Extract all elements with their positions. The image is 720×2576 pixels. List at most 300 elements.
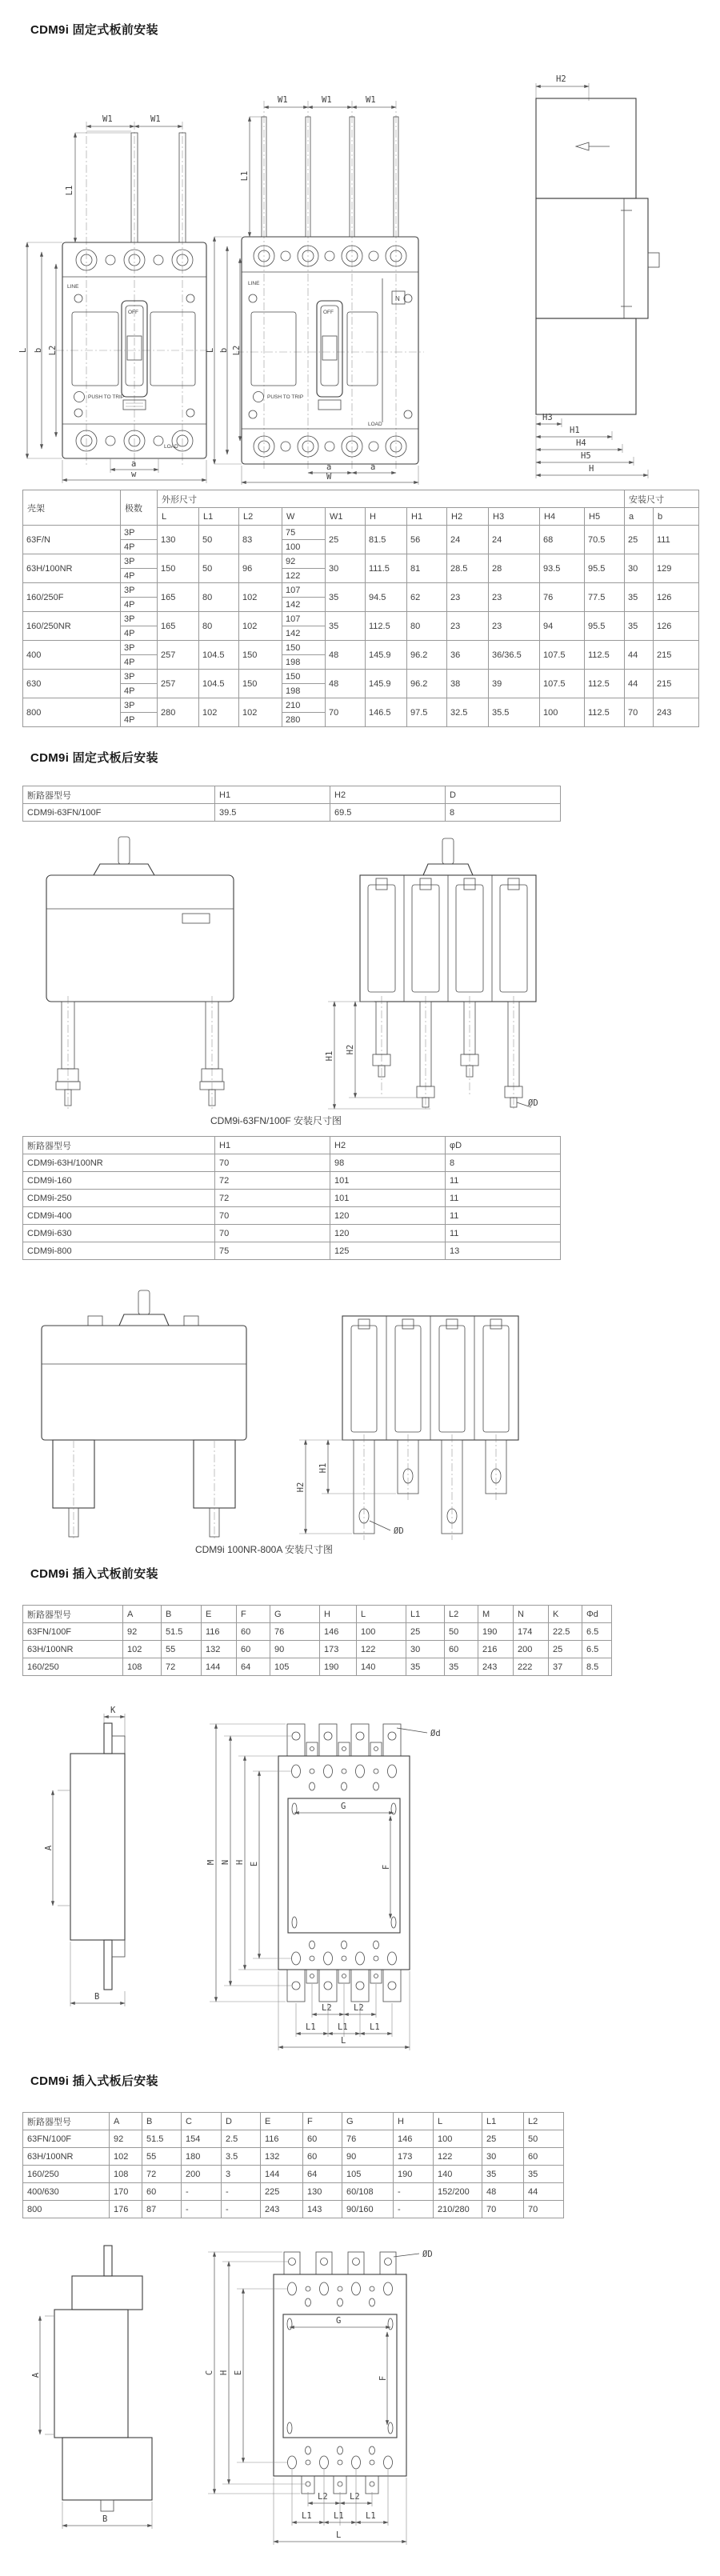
cell: 80 — [407, 612, 447, 641]
dim-label-h4: H4 — [576, 438, 586, 448]
col-header: H2 — [330, 786, 446, 804]
frame-header: 壳架 — [23, 490, 121, 526]
cell: CDM9i-630 — [23, 1225, 215, 1242]
dim-label-b: b — [219, 347, 229, 354]
cell: 48 — [326, 670, 366, 698]
cell: 122 — [434, 2148, 482, 2166]
poles-cell: 4P — [121, 713, 158, 727]
cell: 75 — [215, 1242, 330, 1260]
col-header: H — [320, 1606, 357, 1623]
cell: 39.5 — [215, 804, 330, 822]
cell: 143 — [303, 2201, 342, 2218]
cell: 107.5 — [540, 641, 585, 670]
cell: 180 — [182, 2148, 222, 2166]
cell: 48 — [482, 2183, 524, 2201]
fixed-front-mount-diagram — [16, 54, 692, 485]
cell: 50 — [524, 2130, 564, 2148]
cell: 173 — [320, 1641, 357, 1658]
cell: 60 — [303, 2130, 342, 2148]
cell: 77.5 — [585, 583, 625, 612]
dim-label-w1: W1 — [150, 114, 161, 124]
w-cell: 210 — [282, 698, 326, 713]
dim-label-l1: L1 — [370, 2022, 380, 2032]
dim-label-w-lower: w — [131, 470, 137, 479]
mount-dim-header: a — [625, 508, 654, 526]
poles-cell: 3P — [121, 583, 158, 598]
cell: 132 — [202, 1641, 237, 1658]
cell: 25 — [482, 2130, 524, 2148]
cell: 55 — [142, 2148, 182, 2166]
cell: 174 — [514, 1623, 549, 1641]
fixed-rear-mount-diagram-small — [24, 832, 568, 1110]
diagram-caption-small: CDM9i-63FN/100F 安装尺寸图 — [210, 1115, 342, 1126]
cell: 144 — [202, 1658, 237, 1676]
cell: 6.5 — [582, 1641, 612, 1658]
cell: 63FN/100F — [23, 2130, 110, 2148]
col-header: H1 — [215, 1137, 330, 1154]
dim-label-c: C — [205, 2370, 214, 2376]
side-view — [536, 74, 659, 478]
outline-dims-table-wrap — [22, 490, 699, 727]
mount-dim-header: b — [654, 508, 699, 526]
cell: 102 — [110, 2148, 142, 2166]
cell: 63H/100NR — [23, 2148, 110, 2166]
col-header: M — [478, 1606, 514, 1623]
frame-cell: 160/250F — [23, 583, 121, 612]
cell: 257 — [158, 641, 199, 670]
dim-label-l1: L1 — [240, 170, 250, 182]
poles-cell: 3P — [121, 698, 158, 713]
cell: 32.5 — [447, 698, 489, 727]
cell: 92 — [123, 1623, 162, 1641]
poles-cell: 4P — [121, 684, 158, 698]
poles-cell: 4P — [121, 569, 158, 583]
col-header: L2 — [445, 1606, 478, 1623]
cell: 23 — [447, 583, 489, 612]
dim-label-w1: W1 — [278, 95, 288, 105]
cell: 60 — [524, 2148, 564, 2166]
cell: 13 — [446, 1242, 561, 1260]
cell: CDM9i-400 — [23, 1207, 215, 1225]
cell: 50 — [199, 554, 239, 583]
cell: 146 — [320, 1623, 357, 1641]
t5-table — [22, 2112, 564, 2218]
col-header: A — [123, 1606, 162, 1623]
col-header: A — [110, 2113, 142, 2130]
header-row — [23, 1606, 612, 1623]
off-label: OFF — [323, 310, 334, 315]
dim-header: H1 — [407, 508, 447, 526]
dim-label-l1: L1 — [366, 2511, 376, 2521]
cell: 3.5 — [222, 2148, 261, 2166]
cell: 70 — [326, 698, 366, 727]
table-row — [23, 670, 699, 684]
w-cell: 150 — [282, 670, 326, 684]
cell: 126 — [654, 583, 699, 612]
w-cell: 198 — [282, 684, 326, 698]
cell: 60 — [142, 2183, 182, 2201]
cell: 35 — [326, 583, 366, 612]
table-row — [23, 526, 699, 540]
cell: 112.5 — [585, 641, 625, 670]
cell: 35 — [625, 583, 654, 612]
cell: 90 — [342, 2148, 394, 2166]
poles-cell: 3P — [121, 612, 158, 626]
table-row — [23, 641, 699, 655]
col-header: D — [446, 786, 561, 804]
cell: 176 — [110, 2201, 142, 2218]
fixed-rear-mount-diagram-large — [24, 1276, 584, 1540]
header-row — [23, 786, 561, 804]
cell: 400/630 — [23, 2183, 110, 2201]
section2-title: CDM9i 固定式板后安装 — [30, 751, 158, 765]
cell: 102 — [239, 612, 282, 641]
cell: 800 — [23, 2201, 110, 2218]
cell: 216 — [478, 1641, 514, 1658]
col-header: H2 — [330, 1137, 446, 1154]
dim-header: H2 — [447, 508, 489, 526]
poles-cell: 3P — [121, 554, 158, 569]
cell: 8.5 — [582, 1658, 612, 1676]
dim-label-b: B — [102, 2514, 108, 2524]
col-header: 断路器型号 — [23, 1606, 123, 1623]
cell: 150 — [239, 670, 282, 698]
cell: - — [182, 2183, 222, 2201]
dim-label-w1: W1 — [102, 114, 113, 124]
dim-label-l1: L1 — [306, 2022, 316, 2032]
w-cell: 142 — [282, 598, 326, 612]
cell: 116 — [202, 1623, 237, 1641]
cell: CDM9i-63H/100NR — [23, 1154, 215, 1172]
front-view-3p — [18, 114, 213, 483]
cell: 107.5 — [540, 670, 585, 698]
cell: 28.5 — [447, 554, 489, 583]
col-header: B — [142, 2113, 182, 2130]
cell: 96 — [239, 554, 282, 583]
cell: 35 — [482, 2166, 524, 2183]
cell: - — [182, 2201, 222, 2218]
cell: 129 — [654, 554, 699, 583]
cell: - — [222, 2183, 261, 2201]
table-row — [23, 583, 699, 598]
table-row — [23, 1225, 561, 1242]
cell: 96.2 — [407, 670, 447, 698]
cell: 72 — [215, 1190, 330, 1207]
frame-cell: 630 — [23, 670, 121, 698]
cell: 102 — [239, 583, 282, 612]
cell: 38 — [447, 670, 489, 698]
table-row — [23, 1207, 561, 1225]
cell: 130 — [303, 2183, 342, 2201]
table-row — [23, 1641, 612, 1658]
dim-label-w1: W1 — [322, 95, 332, 105]
dim-label-l2: L2 — [48, 345, 58, 356]
cell: 44 — [625, 670, 654, 698]
cell: 76 — [342, 2130, 394, 2148]
cell: 30 — [625, 554, 654, 583]
dim-label-phid: ØD — [394, 1526, 404, 1536]
cell: 122 — [357, 1641, 406, 1658]
frame-cell: 800 — [23, 698, 121, 727]
cell: 50 — [199, 526, 239, 554]
cell: 125 — [330, 1242, 446, 1260]
cell: 60 — [237, 1623, 270, 1641]
diagram-caption-large: CDM9i 100NR-800A 安装尺寸图 — [194, 1544, 334, 1555]
cell: 90 — [270, 1641, 320, 1658]
col-header: N — [514, 1606, 549, 1623]
cell: 154 — [182, 2130, 222, 2148]
section1-title: CDM9i 固定式板前安装 — [30, 23, 158, 37]
cell: 23 — [489, 612, 540, 641]
table-row — [23, 1658, 612, 1676]
plugin-front-mount-diagram — [24, 1704, 480, 2052]
w-cell: 198 — [282, 655, 326, 670]
cell: 200 — [514, 1641, 549, 1658]
frame-cell: 63F/N — [23, 526, 121, 554]
cell: CDM9i-800 — [23, 1242, 215, 1260]
dim-label-h3: H3 — [542, 413, 553, 422]
header-row — [23, 2113, 564, 2130]
push-to-trip-label: PUSH TO TRIP — [267, 394, 304, 400]
cell: 81.5 — [366, 526, 407, 554]
cell: 39 — [489, 670, 540, 698]
col-header: F — [303, 2113, 342, 2130]
group-header-row — [23, 490, 699, 508]
section4-title: CDM9i 插入式板后安装 — [30, 2074, 158, 2088]
cell: 100 — [540, 698, 585, 727]
cell: 35 — [326, 612, 366, 641]
w-cell: 92 — [282, 554, 326, 569]
cell: 102 — [123, 1641, 162, 1658]
cell: 11 — [446, 1225, 561, 1242]
cell: 225 — [261, 2183, 303, 2201]
poles-header: 极数 — [121, 490, 158, 526]
dim-label-phid: Ød — [430, 1729, 441, 1738]
front-view-4p — [206, 95, 424, 485]
table-row — [23, 1190, 561, 1207]
dim-label-h1: H1 — [325, 1050, 334, 1062]
table-row — [23, 1154, 561, 1172]
dim-label-n: N — [221, 1859, 230, 1866]
plugin-rear-side-view — [31, 2246, 152, 2529]
cell: 25 — [406, 1623, 445, 1641]
dim-label-phid: ØD — [528, 1098, 538, 1108]
cell: 72 — [142, 2166, 182, 2183]
cell: 35 — [524, 2166, 564, 2183]
cell: 200 — [182, 2166, 222, 2183]
dim-label-a: A — [44, 1845, 54, 1851]
line-label: LINE — [248, 281, 260, 286]
w-cell: 142 — [282, 626, 326, 641]
cell: 70 — [215, 1154, 330, 1172]
rear-back-view — [325, 838, 538, 1110]
w-cell: 280 — [282, 713, 326, 727]
dim-label-h5: H5 — [581, 451, 591, 461]
cell: 92 — [110, 2130, 142, 2148]
table-row — [23, 554, 699, 569]
dim-label-e: E — [250, 1861, 259, 1867]
col-header: F — [237, 1606, 270, 1623]
cell: 112.5 — [585, 698, 625, 727]
off-label: OFF — [128, 310, 138, 315]
dim-header: H3 — [489, 508, 540, 526]
cell: 70 — [215, 1225, 330, 1242]
cell: 102 — [199, 698, 239, 727]
dim-header: L2 — [239, 508, 282, 526]
cell: 243 — [478, 1658, 514, 1676]
dim-label-w-upper: W — [326, 472, 332, 482]
table-row — [23, 2148, 564, 2166]
cell: 108 — [110, 2166, 142, 2183]
cell: 70 — [524, 2201, 564, 2218]
cell: 68 — [540, 526, 585, 554]
cell: 160/250 — [23, 2166, 110, 2183]
dim-label-l1: L1 — [338, 2022, 348, 2032]
cell: 145.9 — [366, 670, 407, 698]
cell: 210/280 — [434, 2201, 482, 2218]
cell: 111 — [654, 526, 699, 554]
cell: 24 — [489, 526, 540, 554]
cell: 145.9 — [366, 641, 407, 670]
cell: 6.5 — [582, 1623, 612, 1641]
cell: 22.5 — [549, 1623, 582, 1641]
rear-side-view-large — [42, 1290, 246, 1538]
dim-label-l2: L2 — [354, 2003, 364, 2013]
col-header: L2 — [524, 2113, 564, 2130]
dim-label-l: L — [206, 347, 215, 354]
dim-label-h1: H1 — [570, 426, 580, 435]
dim-label-b: b — [34, 347, 43, 354]
cell: 80 — [199, 612, 239, 641]
cell: 63FN/100F — [23, 1623, 123, 1641]
dim-label-l1: L1 — [302, 2511, 312, 2521]
table-row — [23, 2166, 564, 2183]
col-header: H1 — [215, 786, 330, 804]
poles-cell: 4P — [121, 655, 158, 670]
cell: 146 — [394, 2130, 434, 2148]
plugin-front-table-wrap — [22, 1605, 612, 1676]
w-cell: 107 — [282, 583, 326, 598]
cell: 72 — [215, 1172, 330, 1190]
rear-mount-table-wrap — [22, 1136, 561, 1260]
cell: 81 — [407, 554, 447, 583]
cell: - — [394, 2201, 434, 2218]
cell: 190 — [320, 1658, 357, 1676]
cell: 70 — [215, 1207, 330, 1225]
col-header: φD — [446, 1137, 561, 1154]
cell: 51.5 — [162, 1623, 202, 1641]
cell: 2.5 — [222, 2130, 261, 2148]
cell: 35 — [445, 1658, 478, 1676]
cell: 69.5 — [330, 804, 446, 822]
cell: 140 — [357, 1658, 406, 1676]
cell: 105 — [342, 2166, 394, 2183]
dim-label-l: L — [18, 347, 28, 354]
rear-side-view — [46, 837, 234, 1110]
cell: 60 — [303, 2148, 342, 2166]
cell: 100 — [357, 1623, 406, 1641]
cell: 25 — [625, 526, 654, 554]
dim-label-h2: H2 — [346, 1044, 355, 1055]
cell: 104.5 — [199, 670, 239, 698]
w-cell: 150 — [282, 641, 326, 655]
plugin-rear-table-wrap — [22, 2112, 564, 2218]
cell: - — [394, 2183, 434, 2201]
cell: 280 — [158, 698, 199, 727]
cell: 94.5 — [366, 583, 407, 612]
cell: 215 — [654, 670, 699, 698]
cell: 87 — [142, 2201, 182, 2218]
cell: 96.2 — [407, 641, 447, 670]
cell: 70 — [482, 2201, 524, 2218]
dim-label-e: E — [234, 2370, 243, 2376]
plugin-rear-base-view — [205, 2250, 433, 2545]
cell: 93.5 — [540, 554, 585, 583]
col-header: L — [434, 2113, 482, 2130]
cell: 144 — [261, 2166, 303, 2183]
col-header: L — [357, 1606, 406, 1623]
cell: 165 — [158, 583, 199, 612]
cell: 28 — [489, 554, 540, 583]
w-cell: 100 — [282, 540, 326, 554]
dim-label-l1: L1 — [65, 185, 74, 196]
cell: 36/36.5 — [489, 641, 540, 670]
dim-label-w1: W1 — [366, 95, 376, 105]
outline-dims-table — [22, 490, 699, 727]
col-header: E — [261, 2113, 303, 2130]
col-header: H — [394, 2113, 434, 2130]
cell: 140 — [434, 2166, 482, 2183]
cell: 76 — [270, 1623, 320, 1641]
dim-label-l2: L2 — [322, 2003, 332, 2013]
cell: 243 — [654, 698, 699, 727]
dim-label-f: F — [382, 1864, 391, 1870]
poles-cell: 4P — [121, 626, 158, 641]
cell: 152/200 — [434, 2183, 482, 2201]
cell: 116 — [261, 2130, 303, 2148]
poles-cell: 4P — [121, 540, 158, 554]
load-label: LOAD — [368, 422, 382, 427]
cell: 70 — [625, 698, 654, 727]
cell: 111.5 — [366, 554, 407, 583]
table-row — [23, 2183, 564, 2201]
dim-label-h1: H1 — [318, 1462, 328, 1474]
section3-title: CDM9i 插入式板前安装 — [30, 1567, 158, 1581]
frame-cell: 400 — [23, 641, 121, 670]
dim-label-l2: L2 — [232, 345, 242, 356]
col-header: L1 — [482, 2113, 524, 2130]
cell: 120 — [330, 1225, 446, 1242]
dim-label-m: M — [206, 1859, 216, 1866]
table-row — [23, 1172, 561, 1190]
cell: 30 — [406, 1641, 445, 1658]
cell: 30 — [326, 554, 366, 583]
cell: 60/108 — [342, 2183, 394, 2201]
cell: 8 — [446, 804, 561, 822]
dim-header: L1 — [199, 508, 239, 526]
t2-table — [22, 786, 561, 822]
table-row — [23, 612, 699, 626]
w-cell: 122 — [282, 569, 326, 583]
cell: 64 — [303, 2166, 342, 2183]
cell: 36 — [447, 641, 489, 670]
cell: 243 — [261, 2201, 303, 2218]
table-row — [23, 698, 699, 713]
dim-label-h2: H2 — [556, 74, 566, 84]
cell: 11 — [446, 1190, 561, 1207]
dim-label-l2: L2 — [350, 2492, 360, 2502]
cell: 108 — [123, 1658, 162, 1676]
